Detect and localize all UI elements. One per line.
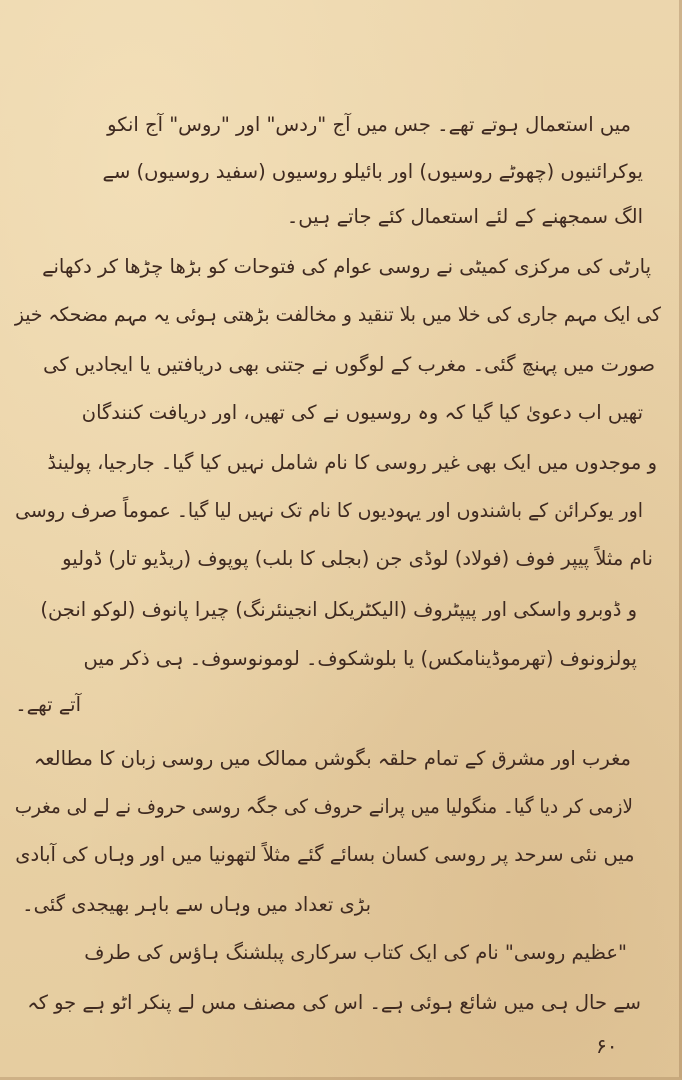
text-line: و موجدوں میں ایک بھی غیر روسی کا نام شامل نہیں کیا گیا۔ جارجیا، پولینڈ — [47, 451, 657, 474]
text-line: یوکرائنیوں (چھوٹے روسیوں) اور بائیلو روسیوں (سفید روسیوں) سے — [102, 160, 643, 183]
text-line: میں نئی سرحد پر روسی کسان بسائے گئے مثلاً لتھونیا میں اور وہاں کی آبادی — [15, 843, 635, 866]
text-line: کی ایک مہم جاری کی خلا میں بلا تنقید و مخالفت بڑھتی ہوئی یہ مہم مضحکہ خیز — [14, 303, 661, 326]
text-line: پارٹی کی مرکزی کمیٹی نے روسی عوام کی فتوحات کو بڑھا چڑھا کر دکھانے — [42, 255, 651, 278]
text-line: آتے تھے۔ — [15, 693, 81, 716]
text-line: پولزونوف (تھرموڈینامکس) یا بلوشکوف۔ لومونوسوف۔ ہی ذکر میں — [83, 647, 637, 670]
text-line: لازمی کر دیا گیا۔ منگولیا میں پرانے حروف کی جگہ روسی حروف نے لے لی مغرب — [14, 795, 633, 818]
text-line: بڑی تعداد میں وہاں سے باہر بھیجدی گئی۔ — [22, 893, 371, 916]
text-line: مغرب اور مشرق کے تمام حلقہ بگوشں ممالک میں روسی زبان کا مطالعہ — [33, 747, 631, 770]
text-line: "عظیم روسی" نام کی ایک کتاب سرکاری پبلشنگ ہاؤس کی طرف — [84, 941, 627, 964]
text-line: تھیں اب دعویٰ کیا گیا کہ وہ روسیوں نے کی تھیں، اور دریافت کنندگان — [81, 401, 643, 424]
text-line: الگ سمجھنے کے لئے استعمال کئے جاتے ہیں۔ — [286, 205, 643, 228]
text-line: سے حال ہی میں شائع ہوئی ہے۔ اس کی مصنف مس لے پنکر اٹو ہے جو کہ — [27, 991, 641, 1014]
text-line: اور یوکرائن کے باشندوں اور یہودیوں کا نام تک نہیں لیا گیا۔ عموماً صرف روسی — [15, 499, 643, 522]
text-line: نام مثلاً پیپر فوف (فولاد) لوڈی جن (بجلی کا بلب) پوپوف (ریڈیو تار) ڈولیو — [62, 547, 653, 570]
text-line: میں استعمال ہوتے تھے۔ جس میں آج "ردس" اور "روس" آج انکو — [107, 113, 631, 136]
text-line: و ڈوبرو واسکی اور پیپٹروف (الیکٹریکل انجینئرنگ) چیرا پانوف (لوکو انجن) — [40, 598, 637, 621]
page-number: ۶۰ — [596, 1034, 618, 1058]
text-line: صورت میں پہنچ گئی۔ مغرب کے لوگوں نے جتنی بھی دریافتیں یا ایجادیں کی — [43, 353, 655, 376]
